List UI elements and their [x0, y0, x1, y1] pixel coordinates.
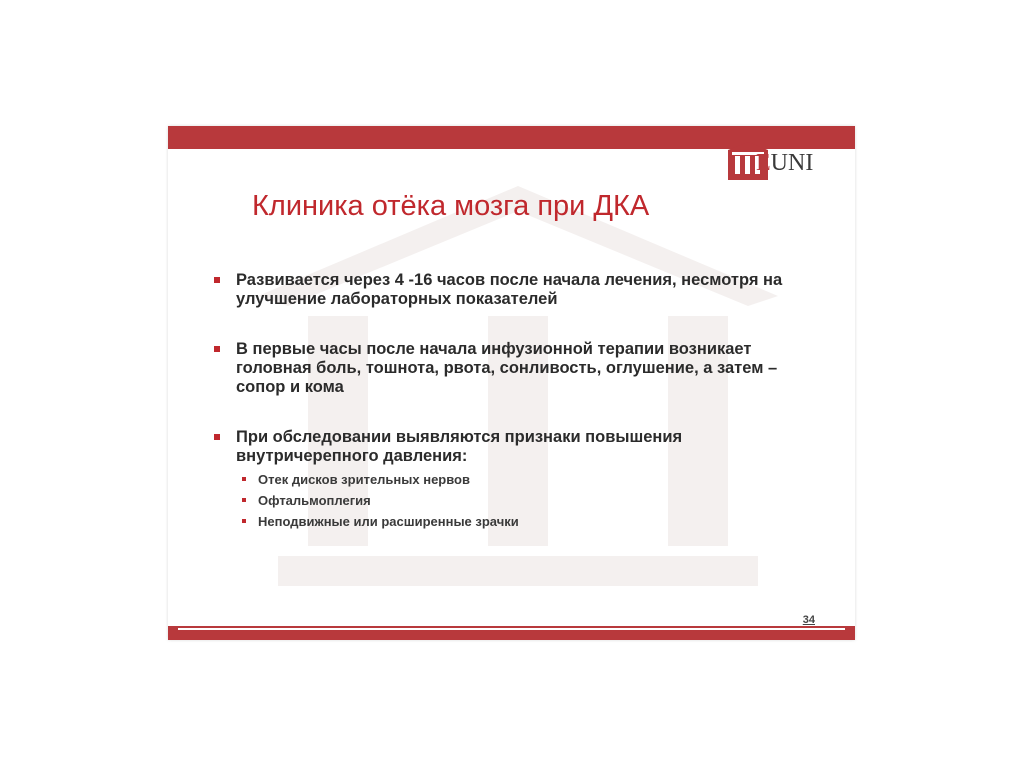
sub-bullet-list — [236, 469, 814, 532]
sub-bullet-item — [236, 490, 814, 511]
sub-bullet-square-icon — [242, 477, 246, 481]
bullet-text: При обследовании выявляются признаки повышения внутричерепного давления: — [236, 428, 683, 465]
sub-bullet-item — [236, 511, 814, 532]
sub-bullet-square-icon — [242, 498, 246, 502]
sub-bullet-item — [236, 469, 814, 490]
logo-text — [756, 150, 813, 177]
bullet-text: В первые часы после начала инфузионной терапии возникает головная боль, тошнота, рвота, сонливость, оглушение, а затем – сопор и кома — [236, 340, 778, 396]
bullet-item — [214, 428, 814, 532]
slide — [168, 126, 855, 640]
bottom-bar — [168, 626, 855, 640]
sub-bullet-text: Неподвижные или расширенные зрачки — [258, 514, 519, 529]
content — [214, 271, 814, 532]
page-number: 34 — [802, 614, 815, 626]
logo-text-rest: UNI — [770, 150, 814, 176]
bullet-text: Развивается через 4 -16 часов после начала лечения, несмотря на улучшение лабораторных показателей — [236, 271, 783, 308]
bullet-square-icon — [214, 277, 220, 283]
sub-bullet-text: Отек дисков зрительных нервов — [258, 472, 470, 487]
bullet-square-icon — [214, 434, 220, 440]
logo-text-first: E — [756, 150, 771, 176]
sub-bullet-text: Офтальмоплегия — [258, 493, 371, 508]
bullet-square-icon — [214, 346, 220, 352]
bullet-item — [214, 271, 814, 309]
sub-bullet-square-icon — [242, 519, 246, 523]
bullet-item — [214, 340, 814, 397]
page-title: Клиника отёка мозга при ДКА — [252, 190, 650, 222]
bottom-bar-line — [178, 628, 845, 630]
